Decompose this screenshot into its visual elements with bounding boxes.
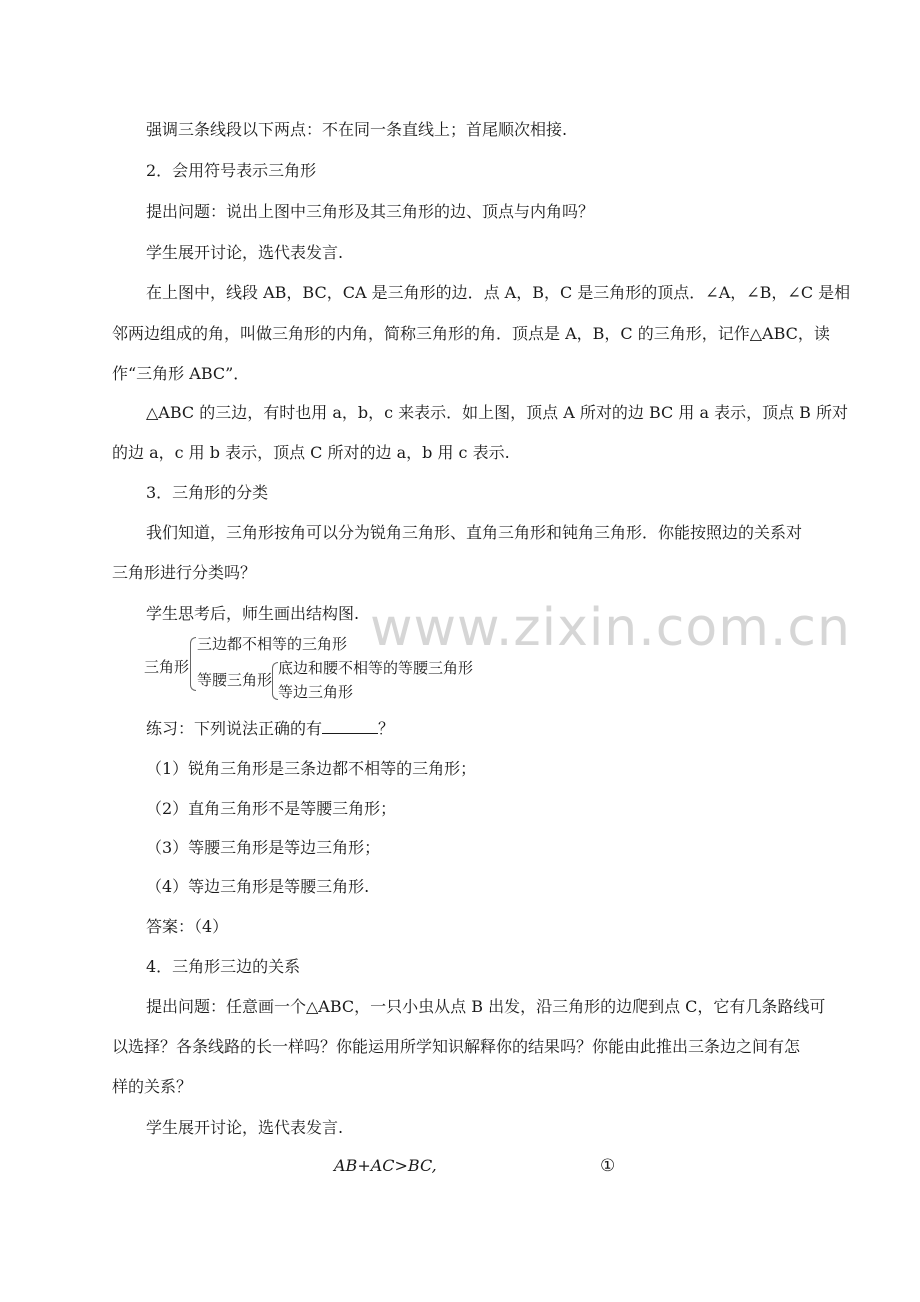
paragraph-line: 邻两边组成的角，叫做三角形的内角，简称三角形的角．顶点是 A，B，C 的三角形，记作△ABC，读 <box>112 324 830 343</box>
paragraph-line: 样的关系？ <box>112 1077 193 1096</box>
structure-branch: 等腰三角形 <box>197 671 273 689</box>
section-heading: 2．会用符号表示三角形 <box>146 161 317 180</box>
exercise-prompt <box>146 718 394 740</box>
paragraph-line: 我们知道，三角形按角可以分为锐角三角形、直角三角形和钝角三角形．你能按照边的关系对 <box>146 523 803 542</box>
paragraph-line: 提出问题：任意画一个△ABC，一只小虫从点 B 出发，沿三角形的边爬到点 C，它有几条路线可 <box>146 997 826 1016</box>
formula-number: ① <box>600 1156 616 1176</box>
exercise-item: （3）等腰三角形是等边三角形； <box>146 838 381 857</box>
exercise-prompt-text: 练习：下列说法正确的有 <box>146 719 323 738</box>
watermark: www.zixin.com.cn <box>370 598 851 658</box>
section-heading: 4．三角形三边的关系 <box>146 957 301 976</box>
section-heading: 3．三角形的分类 <box>146 483 269 502</box>
answer-blank <box>322 719 378 734</box>
paragraph-line: 学生展开讨论，选代表发言. <box>146 1118 344 1137</box>
paragraph-line: 学生思考后，师生画出结构图. <box>146 604 360 623</box>
exercise-item: （2）直角三角形不是等腰三角形； <box>146 799 397 818</box>
answer-line: 答案：（4） <box>146 917 229 936</box>
exercise-item: （1）锐角三角形是三条边都不相等的三角形； <box>146 759 477 778</box>
structure-subbranch: 等边三角形 <box>278 683 354 701</box>
paragraph-line: 的边 a，c 用 b 表示，顶点 C 所对的边 a，b 用 c 表示. <box>112 443 510 462</box>
brace-outer <box>190 637 196 691</box>
paragraph-line: 学生展开讨论，选代表发言. <box>146 243 344 262</box>
paragraph-line: 提出问题：说出上图中三角形及其三角形的边、顶点与内角吗？ <box>146 202 595 221</box>
paragraph-line: 作“三角形 ABC”． <box>112 364 250 383</box>
structure-subbranch: 底边和腰不相等的等腰三角形 <box>278 659 474 677</box>
paragraph-line: △ABC 的三边，有时也用 a，b，c 来表示．如上图，顶点 A 所对的边 BC 用 a 表示，顶点 B 所对 <box>146 403 848 422</box>
paragraph-line: 强调三条线段以下两点：不在同一条直线上；首尾顺次相接. <box>146 120 568 139</box>
structure-root: 三角形 <box>144 658 190 676</box>
paragraph-line: 以选择？各条线路的长一样吗？你能运用所学知识解释你的结果吗？你能由此推出三条边之间有怎 <box>112 1037 801 1056</box>
paragraph-line: 在上图中，线段 AB，BC，CA 是三角形的边．点 A，B，C 是三角形的顶点．∠A，∠B，∠C 是相 <box>146 283 851 302</box>
paragraph-line: 三角形进行分类吗？ <box>112 563 257 582</box>
formula-expression: AB+AC>BC, <box>334 1156 437 1175</box>
exercise-prompt-end: ？ <box>378 719 395 738</box>
structure-branch: 三边都不相等的三角形 <box>197 635 348 653</box>
exercise-item: （4）等边三角形是等腰三角形. <box>146 877 370 896</box>
